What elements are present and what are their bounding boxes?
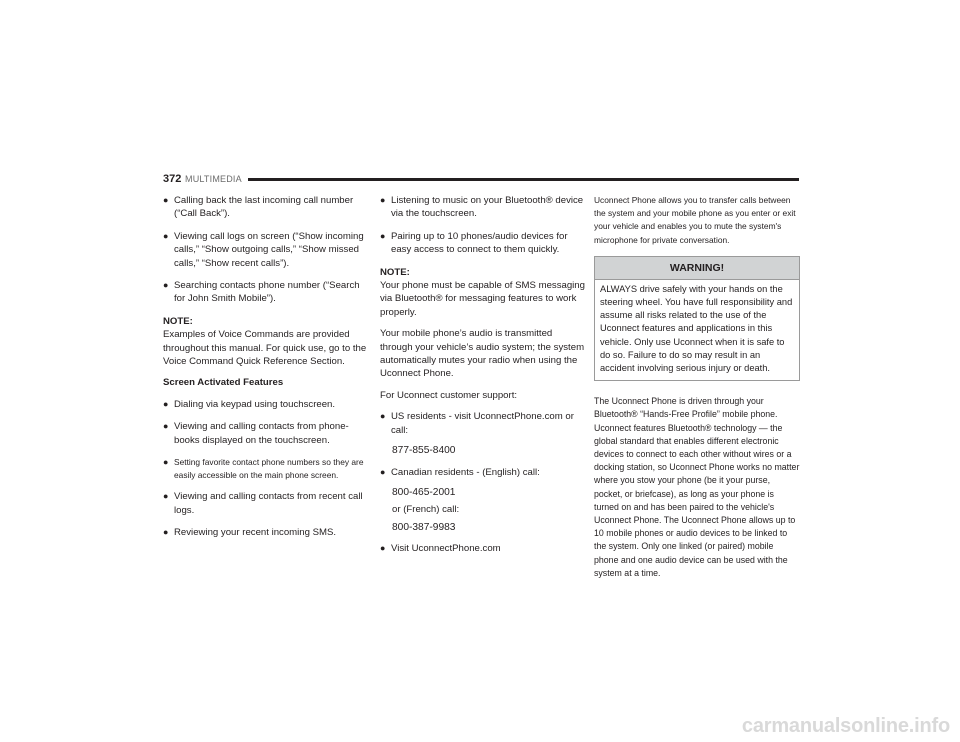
list-item: ● Reviewing your recent incoming SMS. bbox=[163, 527, 337, 539]
column-1 bbox=[163, 194, 373, 549]
note-text: Examples of Voice Commands are provided throughout this manual. For quick use, go to the Voice Command Quick Reference Section. bbox=[163, 329, 367, 368]
page-number: 372 bbox=[163, 173, 182, 185]
list-item: ● Viewing call logs on screen (“Show incoming calls,” “Show outgoing calls,” “Show missed calls,” “Show recent calls”). bbox=[163, 230, 364, 269]
bullet-icon: ● bbox=[380, 230, 386, 241]
bullet-icon: ● bbox=[380, 466, 386, 477]
watermark: carmanualsonline.info bbox=[741, 715, 950, 737]
list-item: ● Visit UconnectPhone.com bbox=[380, 543, 501, 555]
note-label: NOTE: bbox=[380, 266, 410, 278]
list-item: ● Listening to music on your Bluetooth® device via the touchscreen. bbox=[380, 195, 584, 220]
list-item: ● US residents - visit UconnectPhone.com or call: bbox=[380, 411, 574, 436]
warning-text: ALWAYS drive safely with your hands on the steering wheel. You have full responsibility and assume all risks related to the use of the Uconnect features and applications in this vehicle. Only use Uconnect when it is safe to do so. Failure to do so may result in an accident involving serious injury or death. bbox=[600, 283, 793, 374]
bullet-icon: ● bbox=[163, 280, 169, 291]
canada-french-label: or (French) call: bbox=[392, 504, 460, 516]
column-2 bbox=[380, 194, 586, 565]
list-item: ● Dialing via keypad using touchscreen. bbox=[163, 398, 336, 410]
bullet-icon: ● bbox=[163, 491, 169, 502]
body-paragraph: The Uconnect Phone is driven through your Bluetooth® “Hands-Free Profile” mobile phone. Uconnect features Bluetooth® technology — the global standard that enables different electronic devices to connect to each other without wires or a docking station, so Uconnect Phone works no matter where you stow your phone (be it your purse, pocket, or briefcase), as long as your phone is turned on and has been paired to the vehicle's Uconnect Phone. The Uconnect Phone allows up to 10 mobile phones or audio devices to be linked to the system. Only one linked (or paired) mobile phone and one audio device can be used with the system at a time. bbox=[594, 396, 800, 578]
note-text: Your phone must be capable of SMS messaging via Bluetooth® for messaging features to work properly. bbox=[380, 280, 585, 318]
warning-box bbox=[594, 256, 800, 381]
bullet-icon: ● bbox=[163, 457, 169, 468]
page-header bbox=[163, 172, 799, 188]
section-title: MULTIMEDIA bbox=[185, 174, 242, 184]
warning-title: WARNING! bbox=[595, 257, 799, 280]
list-item: ● Viewing and calling contacts from recent call logs. bbox=[163, 491, 363, 516]
bullet-icon: ● bbox=[163, 421, 169, 432]
bullet-icon: ● bbox=[163, 398, 169, 409]
intro-paragraph: Uconnect Phone allows you to transfer calls between the system and your mobile phone as you enter or exit your vehicle and enables you to mute the system's microphone for private conversation. bbox=[594, 195, 796, 245]
list-item: ● Canadian residents - (English) call: bbox=[380, 466, 540, 478]
canada-english-phone: 800-465-2001 bbox=[392, 486, 456, 498]
bullet-icon: ● bbox=[163, 195, 169, 205]
list-item: ● Setting favorite contact phone numbers so they are easily accessible on the main phone screen. bbox=[163, 457, 364, 480]
bullet-icon: ● bbox=[380, 195, 386, 205]
support-heading: For Uconnect customer support: bbox=[380, 389, 518, 401]
us-phone-number: 877-855-8400 bbox=[392, 445, 456, 457]
list-item: ● Viewing and calling contacts from phone-books displayed on the touchscreen. bbox=[163, 421, 349, 446]
bullet-icon: ● bbox=[163, 527, 169, 538]
screen-features-heading: Screen Activated Features bbox=[163, 377, 284, 389]
audio-paragraph: Your mobile phone’s audio is transmitted through your vehicle’s audio system; the system automatically mutes your radio when using the Uconnect Phone. bbox=[380, 328, 585, 380]
bullet-icon: ● bbox=[380, 411, 386, 422]
list-item: ● Searching contacts phone number (“Search for John Smith Mobile”). bbox=[163, 280, 360, 305]
canada-french-phone: 800-387-9983 bbox=[392, 521, 456, 533]
bullet-icon: ● bbox=[380, 543, 386, 554]
list-item: ● Pairing up to 10 phones/audio devices for easy access to connect to them quickly. bbox=[380, 230, 568, 256]
bullet-icon: ● bbox=[163, 230, 169, 241]
header-rule bbox=[248, 178, 799, 181]
note-label: NOTE: bbox=[163, 315, 193, 327]
column-3 bbox=[594, 194, 800, 580]
list-item: ● Calling back the last incoming call number (“Call Back”). bbox=[163, 195, 354, 220]
